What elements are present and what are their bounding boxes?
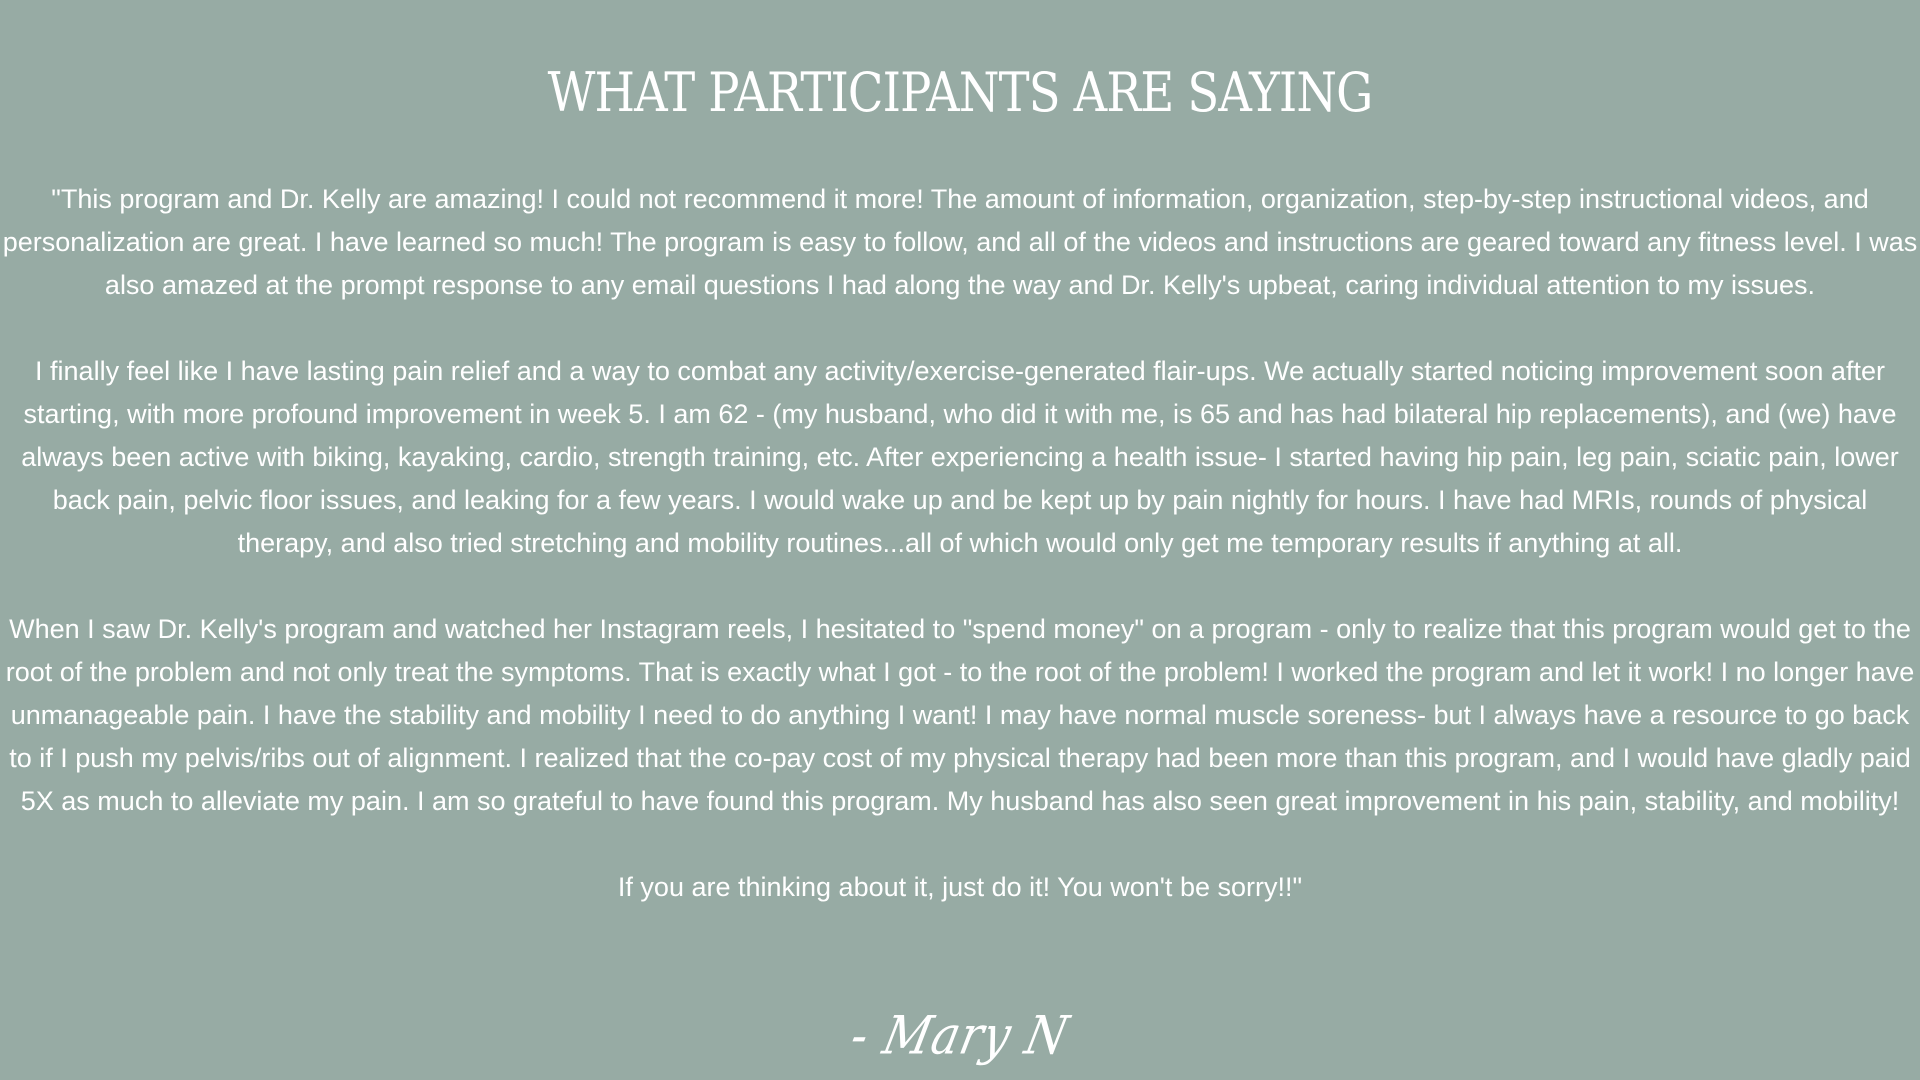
testimonial-paragraph-3: When I saw Dr. Kelly's program and watched her Instagram reels, I hesitated to "spend money" on a program - only to realize that this program would get to the root of the problem and not only treat the symptoms. That is exactly what I got - to the root of the problem! I worked the program and let it work! I no longer have unmanageable pain. I have the stability and mobility I need to do anything I want! I may have normal muscle soreness- but I always have a resource to go back to if I push my pelvis/ribs out of alignment. I realized that the co-pay cost of my physical therapy had been more than this program, and I would have gladly paid 5X as much to alleviate my pain. I am so grateful to have found this program. My husband has also seen great improvement in his pain, stability, and mobility! [5,614,1915,816]
page-title: WHAT PARTICIPANTS ARE SAYING [547,61,1373,124]
testimonial-paragraph-1: "This program and Dr. Kelly are amazing! I could not recommend it more! The amount of information, organization, step-by-step instructional videos, and personalization are great. I have learned so much! The program is easy to follow, and all of the videos and instructions are geared toward any fitness level. I was also amazed at the prompt response to any email questions I had along the way and Dr. Kelly's upbeat, caring individual attention to my issues. [2,184,1918,300]
testimonial-quote [0,178,1920,909]
testimonial-paragraph-4: If you are thinking about it, just do it! You won't be sorry!!" [617,872,1303,902]
testimonial-signature: - Mary N [845,1003,1075,1067]
testimonial-paragraph-2: I finally feel like I have lasting pain relief and a way to combat any activity/exercise-generated flair-ups. We actually started noticing improvement soon after starting, with more profound improvement in week 5. I am 62 - (my husband, who did it with me, is 65 and has had bilateral hip replacements), and (we) have always been active with biking, kayaking, cardio, strength training, etc. After experiencing a health issue- I started having hip pain, leg pain, sciatic pain, lower back pain, pelvic floor issues, and leaking for a few years. I would wake up and be kept up by pain nightly for hours. I have had MRIs, rounds of physical therapy, and also tried stretching and mobility routines...all of which would only get me temporary results if anything at all. [21,356,1899,558]
